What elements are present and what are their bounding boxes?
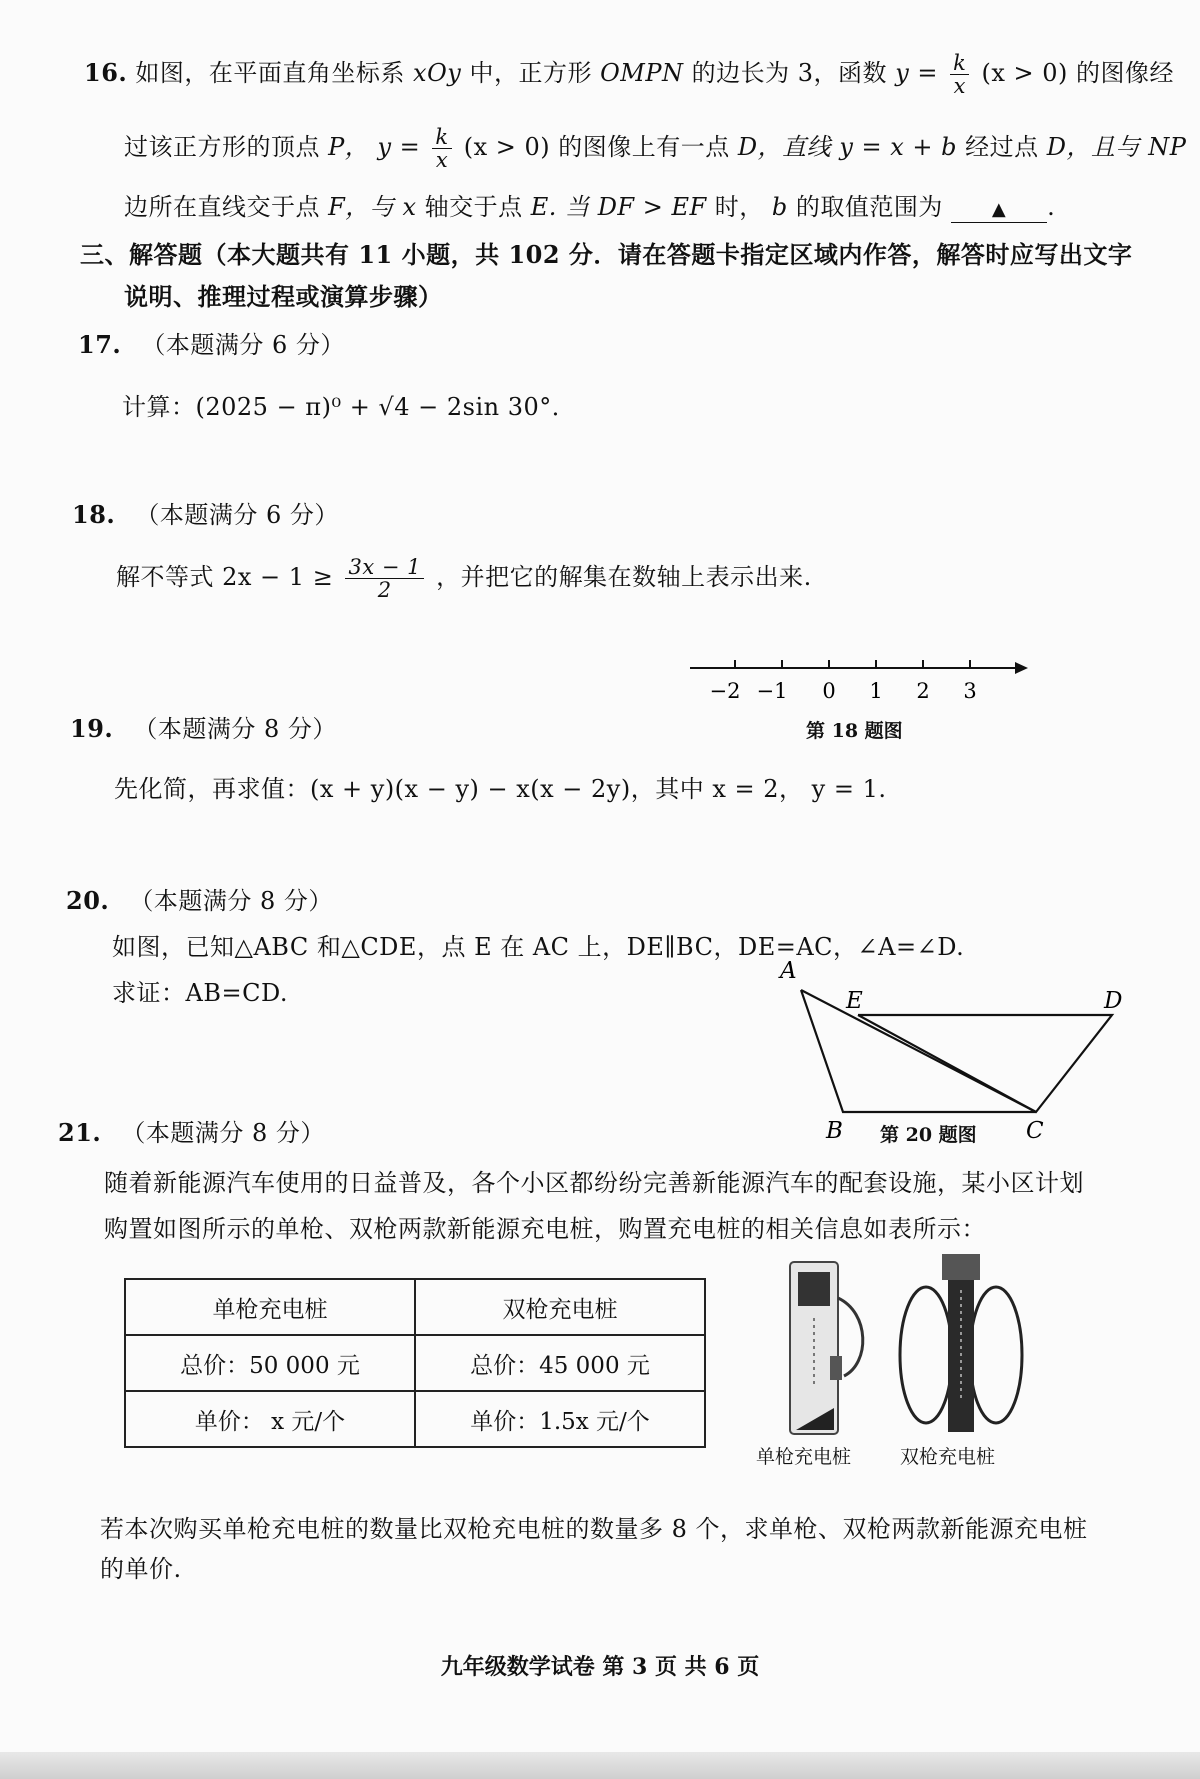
q16-var: D，直线	[737, 133, 832, 161]
q20-body-2: 求证：AB=CD.	[112, 979, 288, 1007]
fraction-denominator: x	[953, 74, 966, 98]
section-3-heading: 三、解答题（本大题共有 11 小题，共 102 分．请在答题卡指定区域内作答，解答时应写出文字	[80, 240, 1133, 269]
q20-body-1: 如图，已知△ABC 和△CDE，点 E 在 AC 上，DE∥BC，DE=AC，∠A=∠D.	[112, 933, 965, 961]
q16-text: 如图，在平面直角坐标系	[135, 59, 405, 87]
table-header-row	[125, 1279, 705, 1335]
q16-text: 的取值范围为	[795, 193, 943, 221]
q16-text: 经过点	[965, 133, 1039, 161]
fraction-numerator: k	[950, 52, 969, 75]
q19-score: （本题满分 8 分）	[133, 715, 337, 743]
point-label-a: A	[780, 958, 797, 984]
tick-label: 0	[822, 679, 836, 703]
charger-price-table	[124, 1278, 706, 1448]
q16-text: 轴交于点	[424, 193, 523, 221]
q16-number: 16.	[84, 58, 128, 87]
point-label-c: C	[1026, 1118, 1044, 1144]
q18-fraction	[345, 556, 424, 601]
q16-var: OMPN	[600, 59, 684, 87]
q17-number: 17.	[78, 330, 122, 359]
q16-text: 中，正方形	[469, 59, 592, 87]
q16-var: xOy	[413, 59, 462, 87]
q18-text: ，并把它的解集在数轴上表示出来.	[436, 563, 812, 591]
point-label-e: E	[846, 988, 863, 1014]
scan-edge	[0, 1752, 1200, 1779]
q20-number: 20.	[66, 886, 110, 915]
q18-score: （本题满分 6 分）	[135, 501, 339, 529]
table-header: 单枪充电桩	[125, 1279, 415, 1335]
q16-text: 边所在直线交于点	[124, 193, 320, 221]
q16-text: (x > 0) 的图像上有一点	[463, 133, 730, 161]
q18-body	[116, 556, 812, 601]
q21-body-2: 购置如图所示的单枪、双枪两款新能源充电桩，购置充电桩的相关信息如表所示：	[104, 1215, 986, 1243]
q16-text: 的边长为 3，函数	[691, 59, 888, 87]
q18-figure-caption: 第 18 题图	[806, 720, 903, 742]
q21-body-1: 随着新能源汽车使用的日益普及，各个小区都纷纷完善新能源汽车的配套设施，某小区计划	[104, 1169, 1084, 1197]
point-label-d: D	[1104, 988, 1123, 1014]
q19-number: 19.	[70, 714, 114, 743]
fraction-numerator: k	[432, 126, 451, 149]
q16-text: (x > 0) 的图像经	[981, 59, 1175, 87]
q20-score: （本题满分 8 分）	[129, 887, 333, 915]
q16-text: 时，	[714, 193, 764, 221]
q16-var: NP	[1148, 133, 1187, 161]
charger-pillar	[948, 1256, 974, 1432]
q16-var: y = x + b	[839, 133, 958, 161]
charger-screen	[798, 1272, 830, 1306]
q19-body: 先化简，再求值：(x + y)(x − y) − x(x − 2y)，其中 x = 2， y = 1.	[114, 775, 887, 803]
table-header: 双枪充电桩	[415, 1279, 705, 1335]
arrow-icon	[1015, 662, 1028, 674]
fraction-denominator: x	[435, 148, 449, 172]
tick-label: −1	[756, 679, 788, 703]
tick-label: 1	[869, 679, 883, 703]
q17-body: 计算：(2025 − π)⁰ + √4 − 2sin 30°．	[122, 393, 577, 421]
tick-label: −2	[709, 679, 741, 703]
charging-cable-right	[970, 1287, 1022, 1423]
answer-blank[interactable]	[951, 198, 1047, 223]
point-label-b: B	[826, 1118, 843, 1144]
section-3-heading-cont: 说明、推理过程或演算步骤）	[124, 282, 443, 311]
single-gun-charger-image	[786, 1258, 876, 1438]
q16-var: b	[771, 193, 788, 221]
q17-score: （本题满分 6 分）	[141, 331, 345, 359]
q16-line-3	[124, 190, 1055, 224]
q18-number: 18.	[72, 500, 116, 529]
number-line-figure	[690, 650, 1030, 710]
fraction-numerator: 3x − 1	[345, 556, 424, 579]
charging-gun-icon	[830, 1356, 842, 1380]
q16-line-1	[84, 52, 1174, 97]
q21-header	[58, 1116, 325, 1150]
q16-var: F，与	[328, 193, 395, 221]
table-cell: 单价：1.5x 元/个	[415, 1391, 705, 1447]
tick-label: 3	[963, 679, 977, 703]
q21-number: 21.	[58, 1118, 102, 1147]
q18-text: 解不等式 2x − 1 ≥	[116, 563, 334, 591]
q16-var: y =	[377, 133, 421, 161]
double-gun-charger-image	[896, 1250, 1026, 1436]
q16-text: 过该正方形的顶点	[124, 133, 320, 161]
triangle-cde	[858, 1015, 1112, 1112]
q19-header	[70, 712, 337, 746]
table-cell: 总价：50 000 元	[125, 1335, 415, 1391]
q20-figure-caption: 第 20 题图	[880, 1124, 977, 1146]
q20-header	[66, 884, 333, 918]
charging-cable-left	[900, 1287, 952, 1423]
q16-var: P，	[328, 133, 370, 161]
triangle-marker-icon: ▲	[991, 199, 1007, 220]
q16-text: .	[1047, 193, 1056, 221]
table-cell: 单价： x 元/个	[125, 1391, 415, 1447]
q17-header	[78, 328, 345, 362]
q21-body-4: 的单价.	[100, 1555, 182, 1583]
page-footer: 九年级数学试卷 第 3 页 共 6 页	[440, 1654, 760, 1680]
single-gun-image-caption: 单枪充电桩	[756, 1446, 852, 1468]
q16-var: DF > EF	[597, 193, 707, 221]
q21-body-3: 若本次购买单枪充电桩的数量比双枪充电桩的数量多 8 个，求单枪、双枪两款新能源充电桩	[100, 1515, 1088, 1543]
table-cell: 总价：45 000 元	[415, 1335, 705, 1391]
q18-header	[72, 498, 339, 532]
q16-var: x	[402, 193, 417, 221]
q16-var: y =	[895, 59, 938, 87]
tick-label: 2	[916, 679, 930, 703]
q16-var: E. 当	[530, 193, 590, 221]
q16-fraction-k-over-x	[950, 52, 969, 97]
q21-score: （本题满分 8 分）	[121, 1119, 325, 1147]
fraction-denominator: 2	[377, 578, 392, 602]
q16-fraction-k-over-x	[432, 126, 451, 171]
table-row	[125, 1335, 705, 1391]
q16-line-2	[124, 126, 1186, 171]
table-row	[125, 1391, 705, 1447]
double-gun-image-caption: 双枪充电桩	[900, 1446, 996, 1468]
q16-var: D，且与	[1046, 133, 1141, 161]
charger-top	[942, 1254, 980, 1280]
